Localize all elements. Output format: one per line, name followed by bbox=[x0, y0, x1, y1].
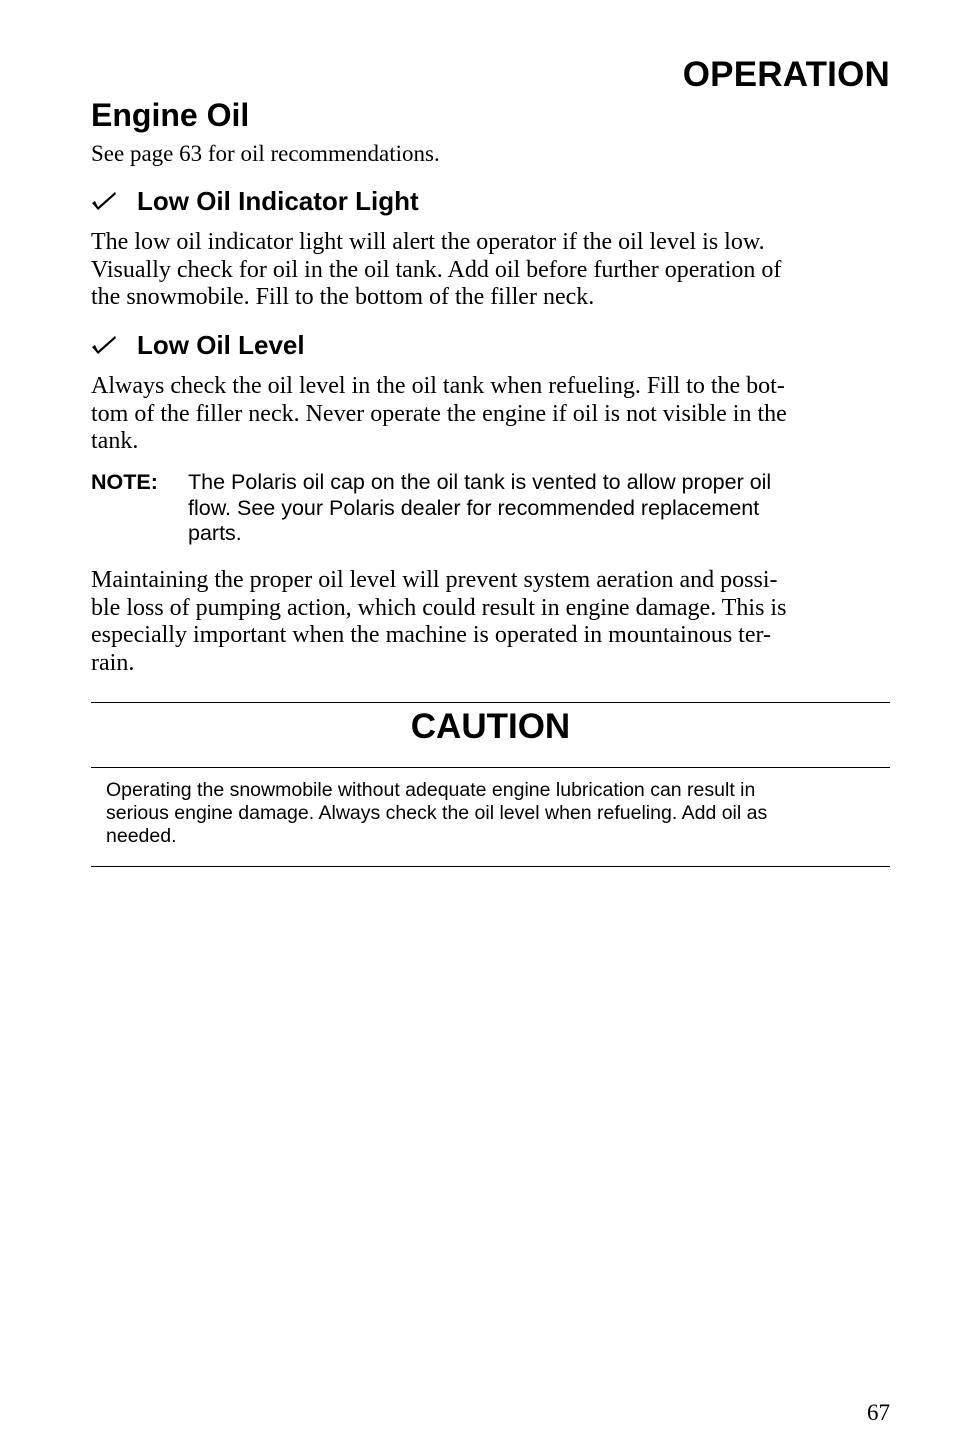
paragraph-line: the snowmobile. Fill to the bottom of the filler neck. bbox=[91, 284, 595, 310]
caution-top-rule bbox=[91, 702, 890, 703]
caution-text bbox=[106, 779, 890, 848]
maintaining-paragraph bbox=[91, 567, 890, 677]
note-text bbox=[188, 470, 890, 547]
paragraph-line: rain. bbox=[91, 649, 135, 676]
paragraph-line: ble loss of pumping action, which could result in engine damage. This is bbox=[91, 594, 787, 621]
low-oil-level-heading bbox=[91, 330, 305, 360]
caution-line: Operating the snowmobile without adequate engine lubrication can result in bbox=[106, 779, 756, 801]
low-oil-indicator-heading bbox=[91, 186, 419, 216]
caution-title: CAUTION bbox=[410, 707, 571, 746]
paragraph-line: Visually check for oil in the oil tank. Add oil before further operation of bbox=[91, 256, 782, 283]
paragraph-line: tom of the filler neck. Never operate the engine if oil is not visible in the bbox=[91, 400, 787, 427]
low-oil-level-paragraph bbox=[91, 373, 890, 456]
low-oil-level-title: Low Oil Level bbox=[137, 330, 305, 360]
low-oil-indicator-paragraph bbox=[91, 229, 890, 312]
low-oil-indicator-title: Low Oil Indicator Light bbox=[137, 186, 419, 216]
paragraph-line: especially important when the machine is operated in mountainous ter- bbox=[91, 622, 771, 648]
paragraph-line: Always check the oil level in the oil tank when refueling. Fill to the bot- bbox=[91, 373, 785, 399]
section-header: OPERATION bbox=[682, 55, 890, 94]
caution-bottom-rule bbox=[91, 866, 890, 867]
paragraph-line: The low oil indicator light will alert the operator if the oil level is low. bbox=[91, 229, 765, 255]
note-line: parts. bbox=[188, 521, 242, 545]
paragraph-line: Maintaining the proper oil level will prevent system aeration and possi- bbox=[91, 567, 778, 593]
caution-divider bbox=[91, 767, 890, 768]
caution-line: serious engine damage. Always check the oil level when refueling. Add oil as bbox=[106, 802, 768, 824]
checkmark-icon bbox=[91, 335, 117, 355]
note-line: flow. See your Polaris dealer for recommended replacement bbox=[188, 495, 760, 520]
checkmark-icon bbox=[91, 191, 117, 211]
engine-oil-intro: See page 63 for oil recommendations. bbox=[91, 141, 440, 166]
caution-line: needed. bbox=[106, 825, 177, 847]
note-label: NOTE: bbox=[91, 470, 158, 494]
engine-oil-heading: Engine Oil bbox=[91, 97, 250, 133]
note-line: The Polaris oil cap on the oil tank is vented to allow proper oil bbox=[188, 470, 772, 494]
paragraph-line: tank. bbox=[91, 428, 139, 454]
manual-page bbox=[91, 0, 890, 1454]
page-number: 67 bbox=[867, 1400, 890, 1425]
